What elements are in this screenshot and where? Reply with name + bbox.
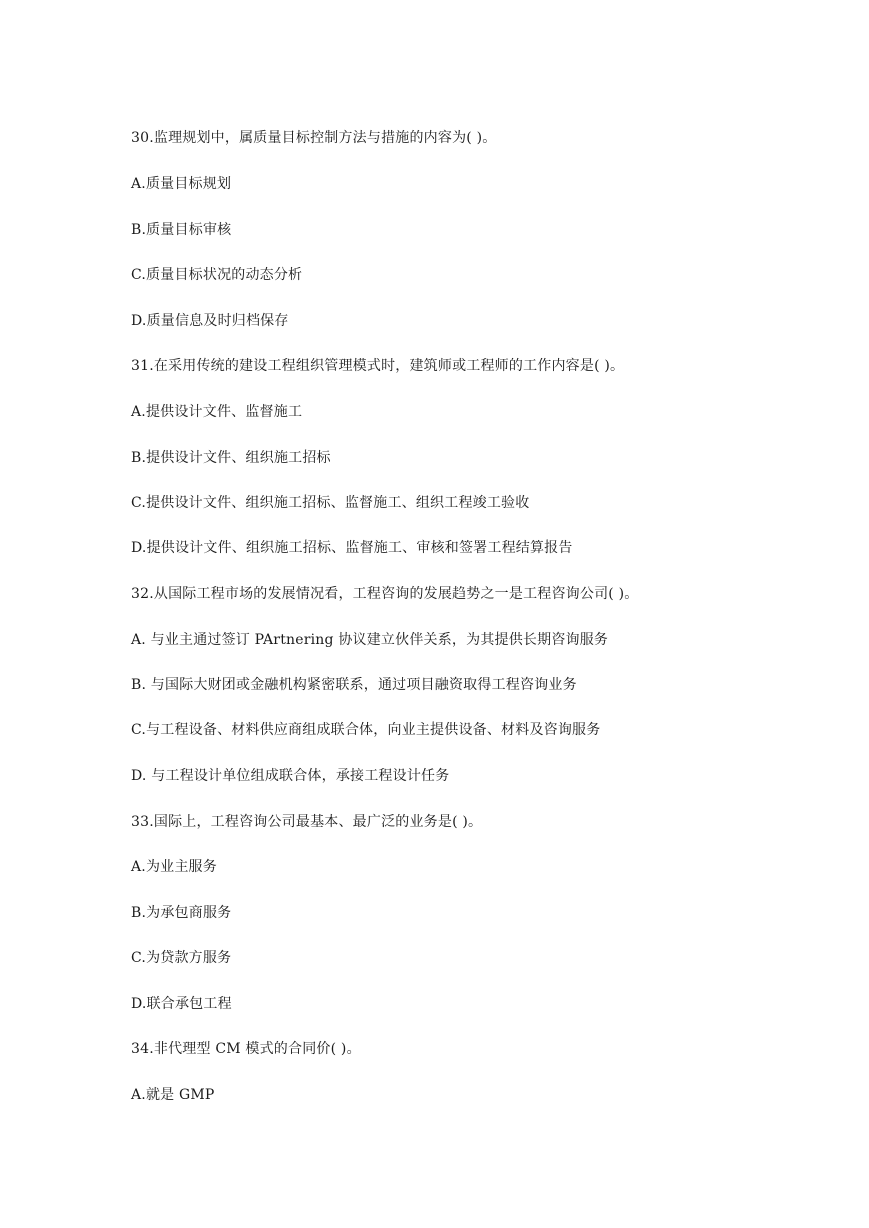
question-30-stem: 30.监理规划中，属质量目标控制方法与措施的内容为( )。 [131,130,497,146]
question-31-option-b: B.提供设计文件、组织施工招标 [131,450,331,466]
question-32-option-c: C.与工程设备、材料供应商组成联合体，向业主提供设备、材料及咨询服务 [131,722,601,738]
question-34-option-a: A.就是 GMP [131,1087,215,1103]
question-33-option-b: B.为承包商服务 [131,905,232,921]
question-30-option-a: A.质量目标规划 [131,176,232,192]
question-30-option-b: B.质量目标审核 [131,222,232,238]
question-34-stem: 34.非代理型 CM 模式的合同价( )。 [131,1041,361,1057]
question-32-option-a: A. 与业主通过签订 PArtnering 协议建立伙伴关系，为其提供长期咨询服务 [131,632,609,648]
question-30-option-c: C.质量目标状况的动态分析 [131,267,303,283]
question-33-option-a: A.为业主服务 [131,859,217,875]
question-33-option-c: C.为贷款方服务 [131,950,232,966]
question-32-option-b: B. 与国际大财团或金融机构紧密联系，通过项目融资取得工程咨询业务 [131,677,577,693]
question-30-option-d: D.质量信息及时归档保存 [131,313,289,329]
question-33-option-d: D.联合承包工程 [131,996,232,1012]
question-31-option-d: D.提供设计文件、组织施工招标、监督施工、审核和签署工程结算报告 [131,540,573,556]
question-32-stem: 32.从国际工程市场的发展情况看，工程咨询的发展趋势之一是工程咨询公司( )。 [131,586,639,602]
question-31-option-a: A.提供设计文件、监督施工 [131,404,303,420]
question-33-stem: 33.国际上，工程咨询公司最基本、最广泛的业务是( )。 [131,814,483,830]
question-32-option-d: D. 与工程设计单位组成联合体，承接工程设计任务 [131,768,450,784]
question-31-stem: 31.在采用传统的建设工程组织管理模式时，建筑师或工程师的工作内容是( )。 [131,358,625,374]
question-31-option-c: C.提供设计文件、组织施工招标、监督施工、组织工程竣工验收 [131,495,530,511]
